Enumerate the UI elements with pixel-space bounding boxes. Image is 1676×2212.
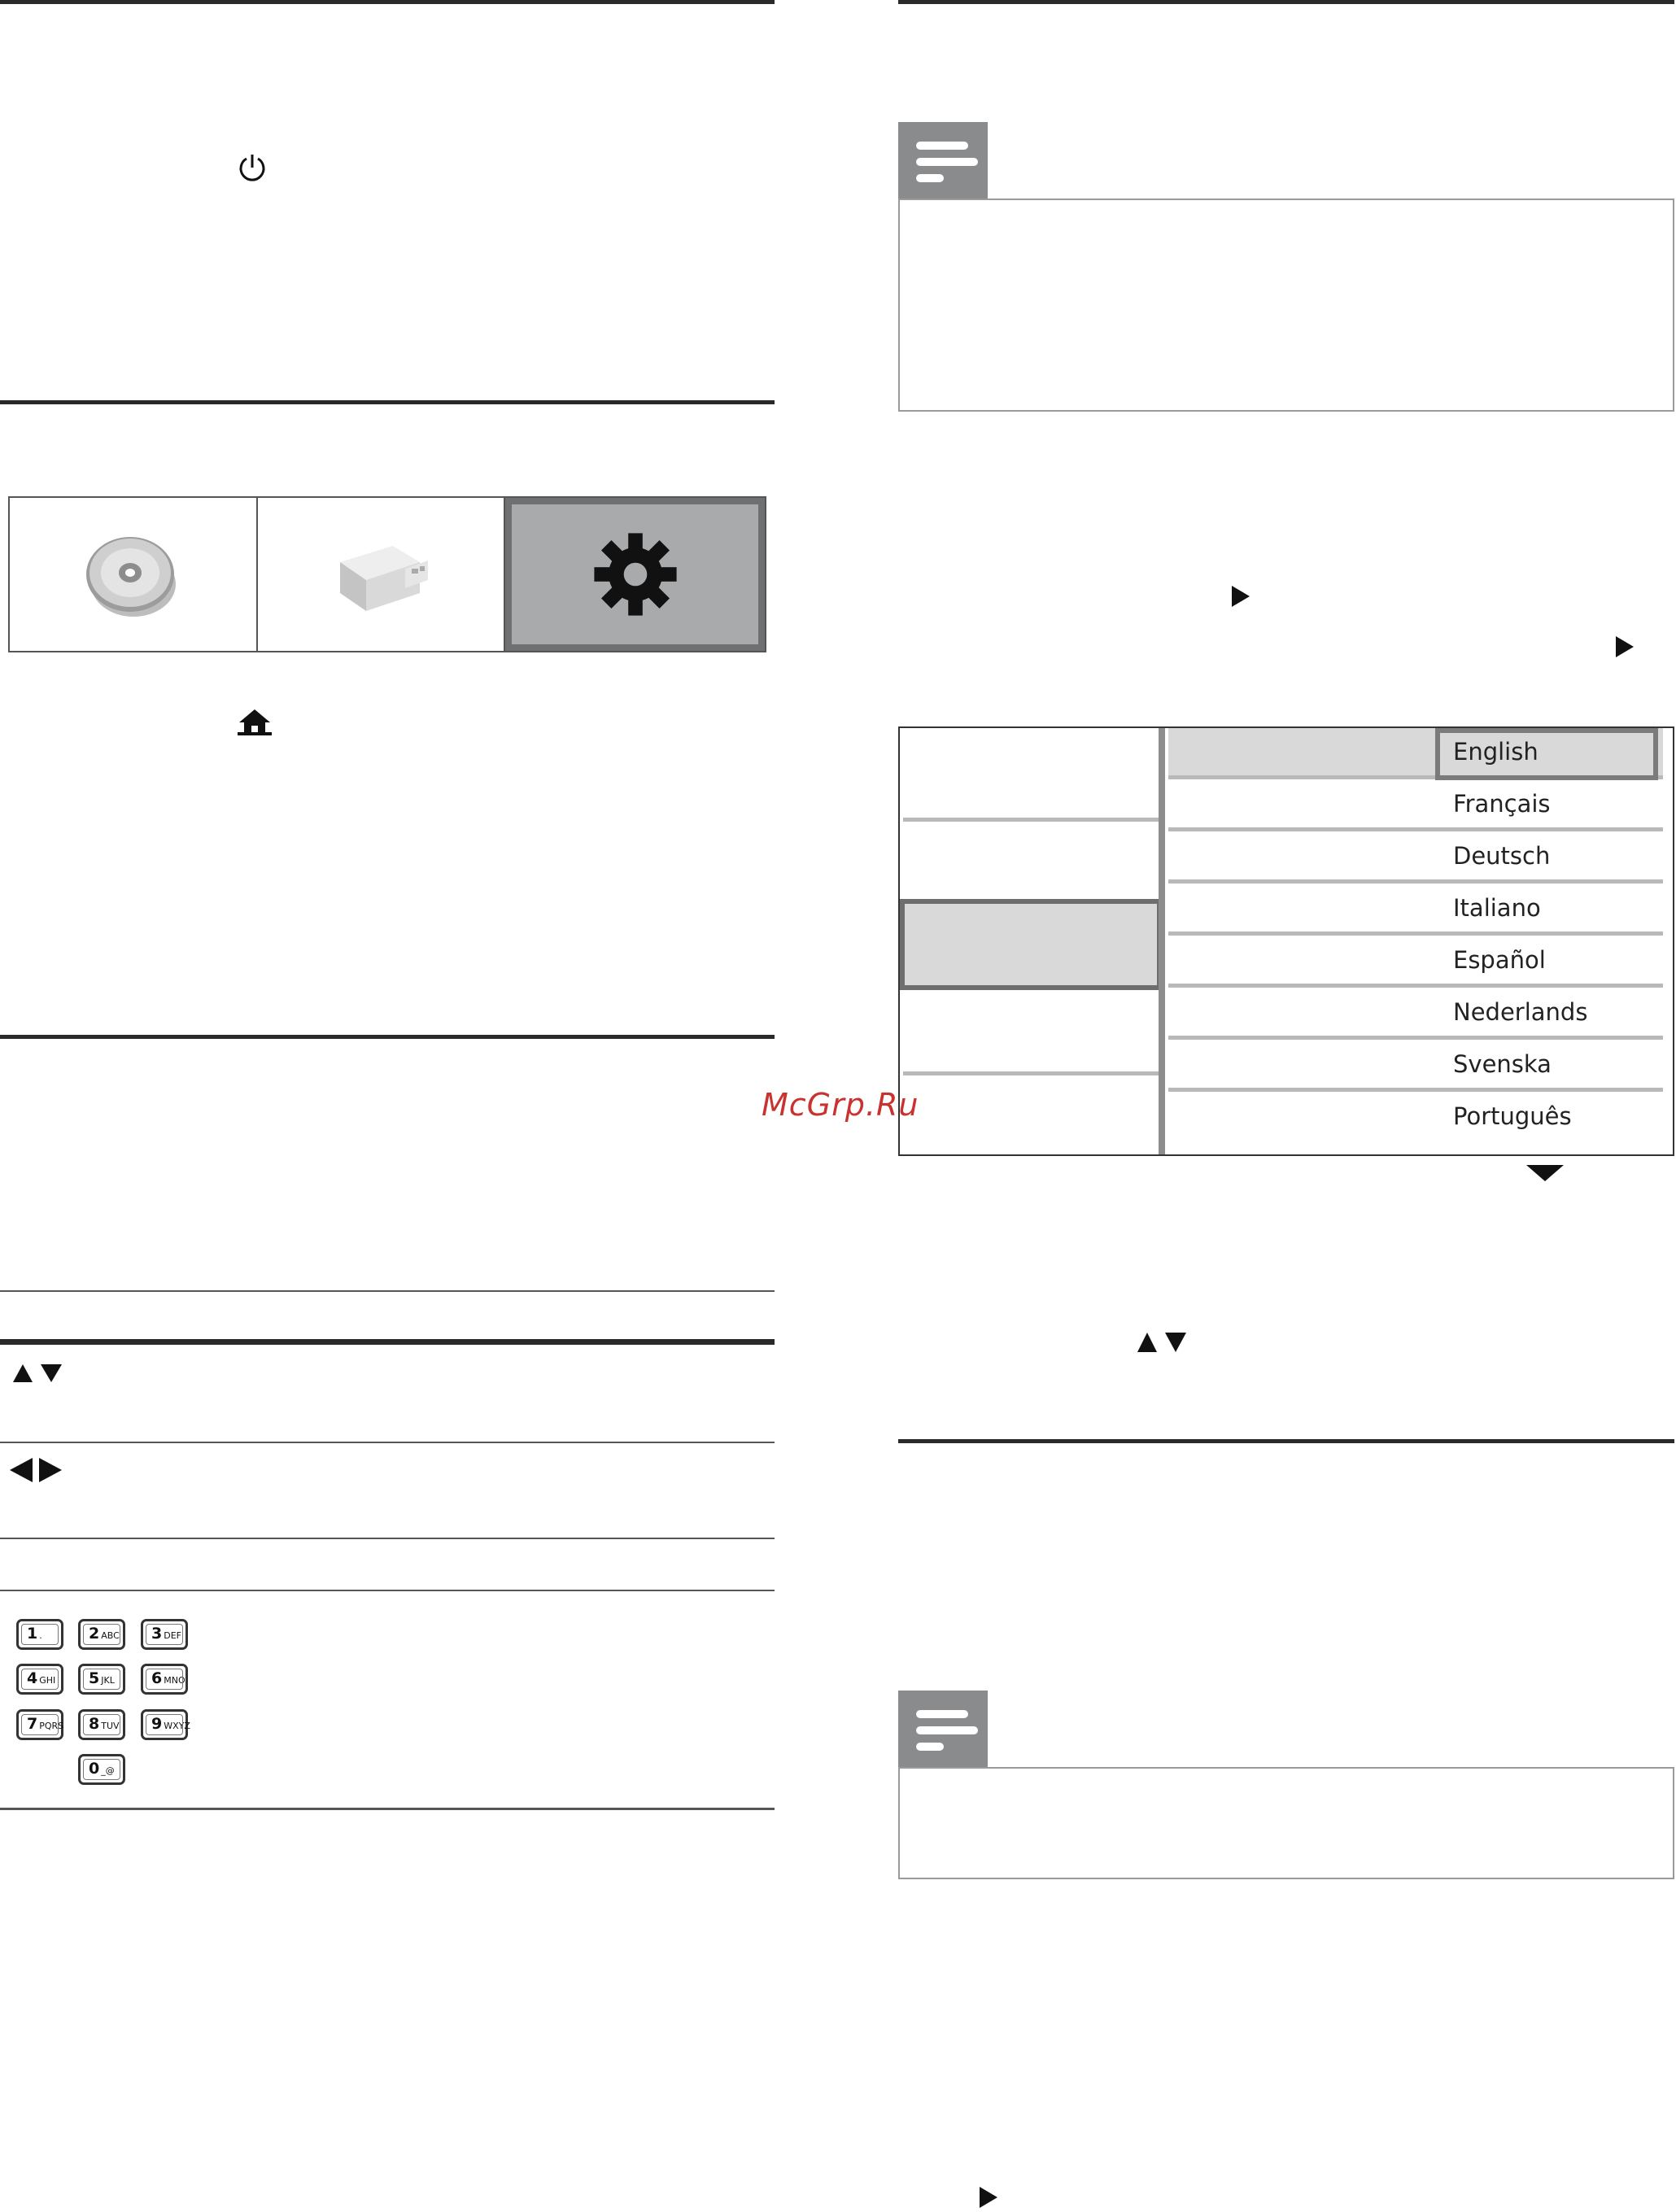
key-0: 0 _@: [78, 1754, 125, 1785]
key-7: 7 PQRS: [16, 1709, 63, 1740]
key-9: 9 WXYZ: [141, 1709, 188, 1740]
language-option[interactable]: [1168, 780, 1663, 831]
language-option[interactable]: [1168, 1041, 1663, 1092]
play-arrow-icon: [1614, 635, 1635, 659]
section-rule-right-2: [898, 1439, 1674, 1443]
menu-column-divider: [1159, 728, 1165, 1154]
home-tile-setup[interactable]: [505, 498, 765, 651]
power-icon: [236, 151, 268, 184]
left-right-arrows-icon: [8, 1456, 65, 1484]
table-rule-row1: [0, 1442, 775, 1443]
language-option[interactable]: [1168, 884, 1663, 936]
language-option[interactable]: [1168, 936, 1663, 988]
language-label: English: [1453, 738, 1539, 766]
home-menu: [8, 496, 766, 652]
key-1: 1 .: [16, 1619, 63, 1650]
play-arrow-icon: [978, 2185, 999, 2210]
key-2: 2 ABC: [78, 1619, 125, 1650]
language-label: Deutsch: [1453, 842, 1551, 870]
menu-category-selected[interactable]: [900, 899, 1162, 990]
gear-icon: [591, 530, 680, 619]
note-box-1: [898, 199, 1674, 412]
watermark: McGrp.Ru: [762, 1087, 919, 1123]
section-rule-home: [0, 400, 775, 404]
language-label: Svenska: [1453, 1050, 1552, 1078]
note-icon: [898, 122, 988, 200]
section-rule-navigate: [0, 1035, 775, 1039]
language-label: Français: [1453, 790, 1551, 818]
language-menu: [898, 726, 1674, 1156]
key-3: 3 DEF: [141, 1619, 188, 1650]
table-rule-header: [0, 1290, 775, 1292]
key-6: 6 MNO: [141, 1664, 188, 1695]
menu-category-divider-2: [903, 1071, 1159, 1075]
note-icon: [898, 1691, 988, 1769]
key-8: 8 TUV: [78, 1709, 125, 1740]
table-rule-bottom: [0, 1808, 775, 1810]
table-rule-row2: [0, 1538, 775, 1539]
menu-category-divider-1: [903, 818, 1159, 822]
language-label: Español: [1453, 946, 1546, 974]
section-rule-top-right: [898, 0, 1674, 4]
table-rule-head-bottom: [0, 1339, 775, 1345]
play-arrow-icon: [1230, 584, 1251, 609]
language-option[interactable]: [1168, 832, 1663, 883]
up-down-arrows-icon: [1136, 1331, 1189, 1354]
usb-icon: [324, 530, 438, 619]
note-box-2: [898, 1767, 1674, 1879]
table-rule-row3: [0, 1590, 775, 1591]
home-tile-disc[interactable]: [10, 498, 258, 651]
language-label: Nederlands: [1453, 998, 1588, 1026]
key-4: 4 GHI: [16, 1664, 63, 1695]
language-option[interactable]: [1168, 728, 1663, 779]
disc-icon: [80, 526, 185, 623]
language-option[interactable]: [1168, 988, 1663, 1040]
language-option[interactable]: [1168, 1093, 1663, 1140]
language-label: Italiano: [1453, 894, 1541, 922]
chevron-down-icon[interactable]: [1525, 1163, 1565, 1183]
key-5: 5 JKL: [78, 1664, 125, 1695]
up-down-arrows-icon: [11, 1363, 65, 1384]
home-tile-usb[interactable]: [258, 498, 506, 651]
section-rule-top-left: [0, 0, 775, 4]
home-icon: [238, 708, 272, 737]
language-label: Português: [1453, 1102, 1572, 1130]
